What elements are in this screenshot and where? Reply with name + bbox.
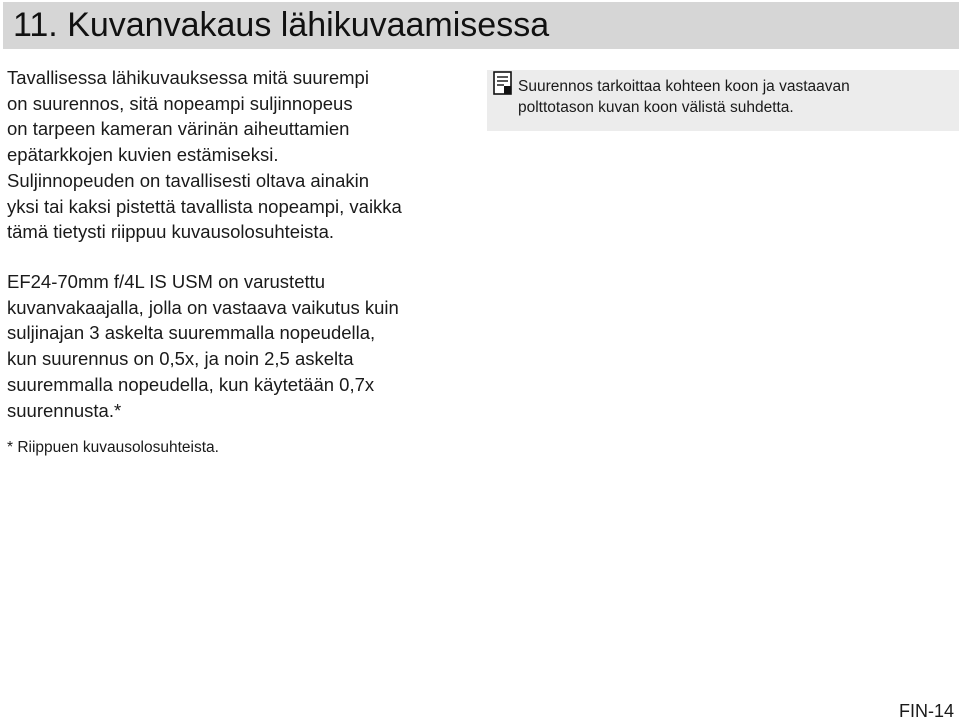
page-title: 11. Kuvanvakaus lähikuvaamisessa: [13, 6, 550, 44]
note-text: Suurennos tarkoittaa kohteen koon ja vastaavan polttotason kuvan koon välistä suhdetta.: [518, 78, 850, 116]
body-paragraph-closeup: Tavallisessa lähikuvauksessa mitä suurempi on suurennos, sitä nopeampi suljinnopeus on tarpeen kameran värinän aiheuttamien epätarkkojen kuvien estämiseksi. Suljinnopeuden on tavallisesti oltava ainakin yksi tai kaksi pistettä tavallista nopeampi, vaikka tämä tietysti riippuu kuvausolosuhteista.: [7, 67, 402, 243]
page-number: FIN-14: [898, 701, 954, 721]
body-paragraph-stabilizer: EF24-70mm f/4L IS USM on varustettu kuvanvakaajalla, jolla on vastaava vaikutus kuin suljinajan 3 askelta suuremmalla nopeudella, kun suurennus on 0,5x, ja noin 2,5 askelta suuremmalla nopeudella, kun käytetään 0,7x suurennusta.*: [7, 271, 399, 421]
note-box: [487, 70, 959, 131]
title-bar: [3, 2, 959, 49]
memo-icon: [492, 71, 514, 97]
footnote: * Riippuen kuvausolosuhteista.: [7, 439, 219, 456]
